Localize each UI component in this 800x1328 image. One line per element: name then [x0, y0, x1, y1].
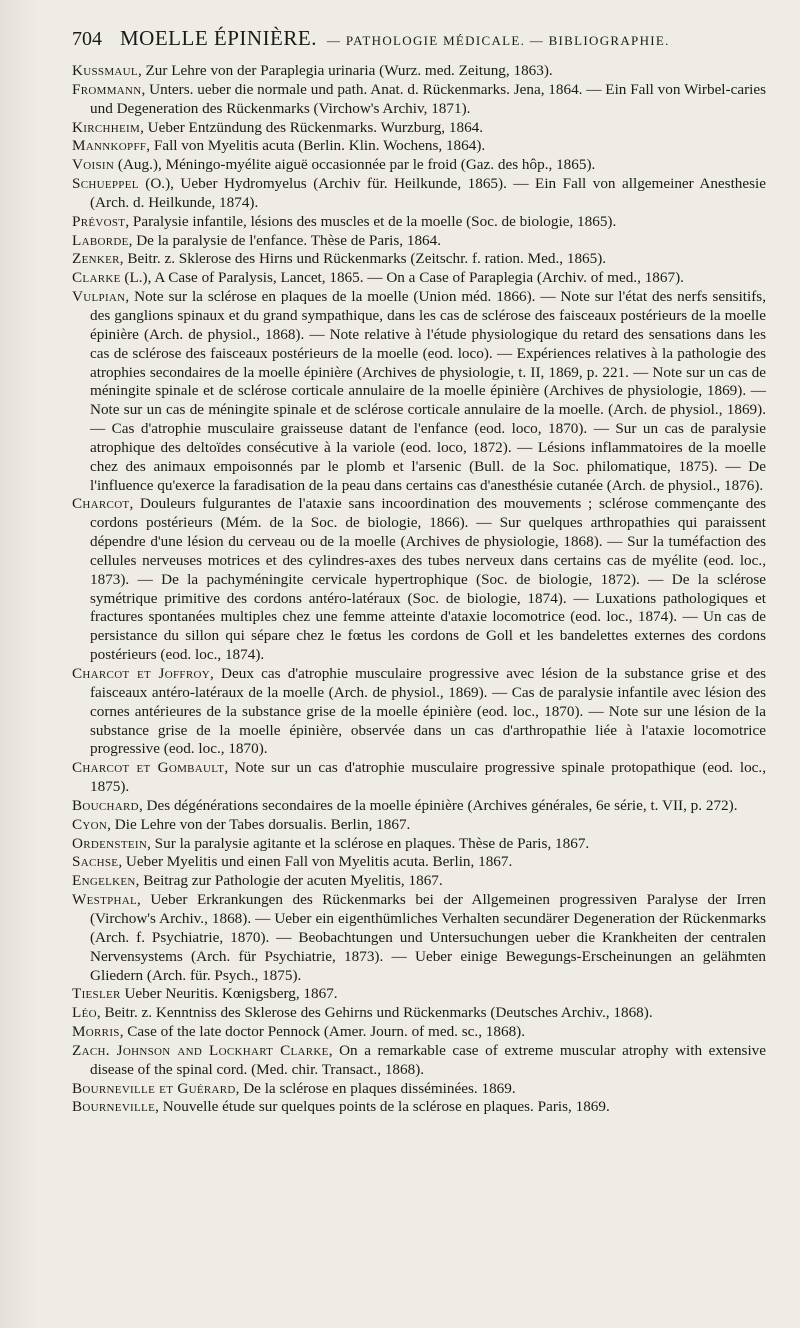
entry-text: , Douleurs fulgurantes de l'ataxie sans incoordination des mouvements ; sclérose commençante des cordons postérieurs (Mém. de la Soc. de biologie, 1866). — Sur quelques arthropathies qui paraissent dépendre d'une lésion du cerveau ou de la moelle (Archives de physiologie, 1868). — Sur la tuméfaction des cellules nerveuses motrices et des cylindres-axes des tubes nerveux dans certains cas de myélite (eod. loc., 1873). — De la pachyméningite cervicale hypertrophique (Soc. de biologie, 1872). — De la sclérose symétrique primitive des cordons antéro-latéraux (Soc. de biologie, 1874). — Luxations pathologiques et fractures spontanées multiples chez une femme atteinte d'ataxie locomotrice (eod. loc., 1874). — Un cas de persistance du sillon qui sépare chez le fœtus les cordons de Goll et les bandelettes externes des cordons postérieurs (eod. loc., 1874).: [90, 495, 766, 664]
entry-text: , Beitr. z. Sklerose des Hirns und Rückenmarks (Zeitschr. f. ration. Med., 1865).: [119, 250, 607, 268]
entry-author: Tiesler: [72, 985, 121, 1003]
bibliography-entry: [72, 156, 766, 175]
entry-text: , Ueber Erkrankungen des Rückenmarks bei der Allgemeinen progressiven Paralyse der Irren (Virchow's Archiv., 1868). — Ueber ein eigenthümliches Verhalten secundärer Degeneration der Rückenmarks (Arch. f. Psychiatrie, 1870). — Beobachtungen und Untersuchungen ueber die Krankheiten der centralen Nervensystems (Arch. für Psychiatrie, 1873). — Ueber einige Bewegungs-Erscheinungen an gelähmten Gliedern (Arch. für. Psych., 1875).: [90, 891, 766, 984]
entry-text: , Case of the late doctor Pennock (Amer. Journ. of med. sc., 1868).: [119, 1023, 526, 1041]
bibliography-entry: [72, 288, 766, 495]
entry-author: Westphal: [72, 891, 138, 909]
entry-text: , De la paralysie de l'enfance. Thèse de Paris, 1864.: [128, 231, 442, 249]
entry-text: , Fall von Myelitis acuta (Berlin. Klin. Wochens, 1864).: [146, 137, 486, 155]
entry-text: , Ueber Entzündung des Rückenmarks. Wurzburg, 1864.: [140, 118, 484, 136]
entry-text: , Nouvelle étude sur quelques points de la sclérose en plaques. Paris, 1869.: [155, 1098, 610, 1116]
entry-text: , De la sclérose en plaques disséminées. 1869.: [235, 1079, 516, 1097]
entry-text: , Des dégénérations secondaires de la moelle épinière (Archives générales, 6e série, t. VII, p. 272).: [138, 796, 738, 814]
page-number: 704: [72, 28, 102, 50]
entry-text: , Ueber Myelitis und einen Fall von Myelitis acuta. Berlin, 1867.: [118, 853, 513, 871]
bibliography-list: [72, 62, 766, 1117]
entry-author: Bouchard: [72, 796, 139, 814]
entry-author: Kirchheim: [72, 118, 141, 136]
entry-text: , Beitr. z. Kenntniss des Sklerose des Gehirns und Rückenmarks (Deutsches Archiv., 1868).: [96, 1004, 653, 1022]
bibliography-entry: [72, 835, 766, 854]
entry-text: , On a remarkable case of extreme muscular atrophy with extensive disease of the spinal cord. (Med. chir. Transact., 1868).: [90, 1041, 766, 1078]
entry-author: Vulpian: [72, 288, 126, 306]
entry-text: , Deux cas d'atrophie musculaire progressive avec lésion de la substance grise et des faisceaux antéro-latéraux de la moelle (Arch. de physiol., 1869). — Cas de paralysie infantile avec lésion des cornes antérieures de la substance grise de la moelle épinière (eod. loc., 1870). — Note sur une lésion de la substance grise de la moelle épinière, observée dans un cas d'arthropathie liée à l'ataxie locomotrice progressive (eod. loc., 1870).: [90, 665, 766, 758]
bibliography-entry: [72, 797, 766, 816]
bibliography-entry: [72, 1004, 766, 1023]
entry-author: Clarke: [72, 269, 121, 287]
section-subtitle: — PATHOLOGIE MÉDICALE. — BIBLIOGRAPHIE.: [326, 33, 670, 48]
entry-text: , Beitrag zur Pathologie der acuten Myelitis, 1867.: [135, 872, 443, 890]
entry-author: Laborde: [72, 231, 129, 249]
bibliography-entry: [72, 1080, 766, 1099]
entry-text: , Note sur la sclérose en plaques de la moelle (Union méd. 1866). — Note sur l'état des nerfs sensitifs, des ganglions spinaux et du grand sympathique, dans les cas de sclérose des faisceaux postérieurs de la moelle épinière (Arch. de physiol., 1868). — Note relative à l'étude physiologique du retard des sensations dans les cas de sclérose des faisceaux postérieurs de la moelle (eod. loco). — Expériences relatives à la pathologie des atrophies secondaires de la moelle épinière (Archives de physiologie, t. II, 1869, p. 221. — Note sur un cas de méningite spinale et de sclérose corticale annulaire de la moelle épinière (Archives de physiologie, 1869). — Note sur un cas de méningite spinale et de sclérose corticale annulaire de la moelle. (Arch. de physiol., 1869). — Cas d'atrophie musculaire graisseuse datant de l'enfance (eod. loco, 1870). — Sur un cas de paralysie atrophique des deltoïdes consécutive à la variole (eod. loco, 1872). — Lésions inflammatoires de la moelle chez des animaux empoisonnés par le plomb et l'arsenic (Bull. de la Soc. philomatique, 1875). — De l'influence qu'exerce la faradisation de la peau dans certains cas d'anesthésie cutanée (Arch. de physiol., 1876).: [90, 288, 766, 494]
entry-author: Kussmaul: [72, 62, 138, 79]
bibliography-entry: [72, 269, 766, 288]
entry-text: (O.), Ueber Hydromyelus (Archiv für. Heilkunde, 1865). — Ein Fall von allgemeiner Anesthesie (Arch. d. Heilkunde, 1874).: [90, 175, 766, 211]
bibliography-entry: [72, 665, 766, 759]
entry-text: , Die Lehre von der Tabes dorsualis. Berlin, 1867.: [107, 815, 411, 833]
entry-text: , Note sur un cas d'atrophie musculaire progressive spinale protopathique (eod. loc., 1875).: [90, 759, 766, 796]
bibliography-entry: [72, 1023, 766, 1042]
entry-author: Bourneville et Guérard: [72, 1079, 236, 1097]
bibliography-entry: [72, 1098, 766, 1117]
entry-author: Zenker: [72, 250, 120, 268]
entry-author: Zach. Johnson and Lockhart Clarke: [72, 1041, 329, 1059]
entry-text: , Unters. ueber die normale und path. Anat. d. Rückenmarks. Jena, 1864. — Ein Fall von Wirbel-caries und Degeneration des Rückenmarks (Virchow's Archiv, 1871).: [90, 80, 766, 117]
entry-author: Charcot et Gombault: [72, 759, 225, 777]
bibliography-entry: [72, 62, 766, 81]
entry-author: Ordenstein: [72, 834, 148, 852]
entry-author: Morris: [72, 1023, 120, 1041]
entry-text: (L.), A Case of Paralysis, Lancet, 1865. — On a Case of Paraplegia (Archiv. of med., 1867).: [120, 269, 684, 287]
entry-text: (Aug.), Méningo-myélite aiguë occasionnée par le froid (Gaz. des hôp., 1865).: [114, 156, 596, 174]
entry-author: Charcot et Joffroy: [72, 665, 210, 682]
bibliography-entry: [72, 81, 766, 119]
entry-author: Charcot: [72, 495, 130, 513]
bibliography-entry: [72, 759, 766, 797]
bibliography-entry: [72, 232, 766, 251]
entry-text: , Paralysie infantile, lésions des muscles et de la moelle (Soc. de biologie, 1865).: [125, 212, 617, 230]
entry-author: Engelken: [72, 872, 136, 890]
bibliography-entry: [72, 175, 766, 213]
entry-author: Voisin: [72, 156, 115, 174]
entry-author: Prévost: [72, 212, 126, 230]
entry-author: Sachse: [72, 853, 119, 871]
bibliography-entry: [72, 1042, 766, 1080]
bibliography-entry: [72, 985, 766, 1004]
bibliography-entry: [72, 891, 766, 985]
bibliography-entry: [72, 213, 766, 232]
entry-text: , Zur Lehre von der Paraplegia urinaria (Wurz. med. Zeitung, 1863).: [137, 62, 553, 79]
bibliography-entry: [72, 119, 766, 138]
bibliography-entry: [72, 816, 766, 835]
bibliography-entry: [72, 853, 766, 872]
entry-text: , Sur la paralysie agitante et la sclérose en plaques. Thèse de Paris, 1867.: [147, 834, 590, 852]
entry-author: Cyon: [72, 815, 108, 833]
entry-author: Léo: [72, 1004, 97, 1022]
entry-author: Mannkopff: [72, 137, 147, 155]
bibliography-entry: [72, 495, 766, 665]
entry-author: Frommann: [72, 80, 142, 98]
running-head: [72, 26, 766, 62]
entry-text: Ueber Neuritis. Kœnigsberg, 1867.: [120, 985, 338, 1003]
bibliography-entry: [72, 872, 766, 891]
entry-author: Bourneville: [72, 1098, 156, 1116]
bibliography-entry: [72, 250, 766, 269]
section-title: MOELLE ÉPINIÈRE.: [120, 26, 317, 50]
bibliography-entry: [72, 137, 766, 156]
entry-author: Schueppel: [72, 175, 139, 193]
